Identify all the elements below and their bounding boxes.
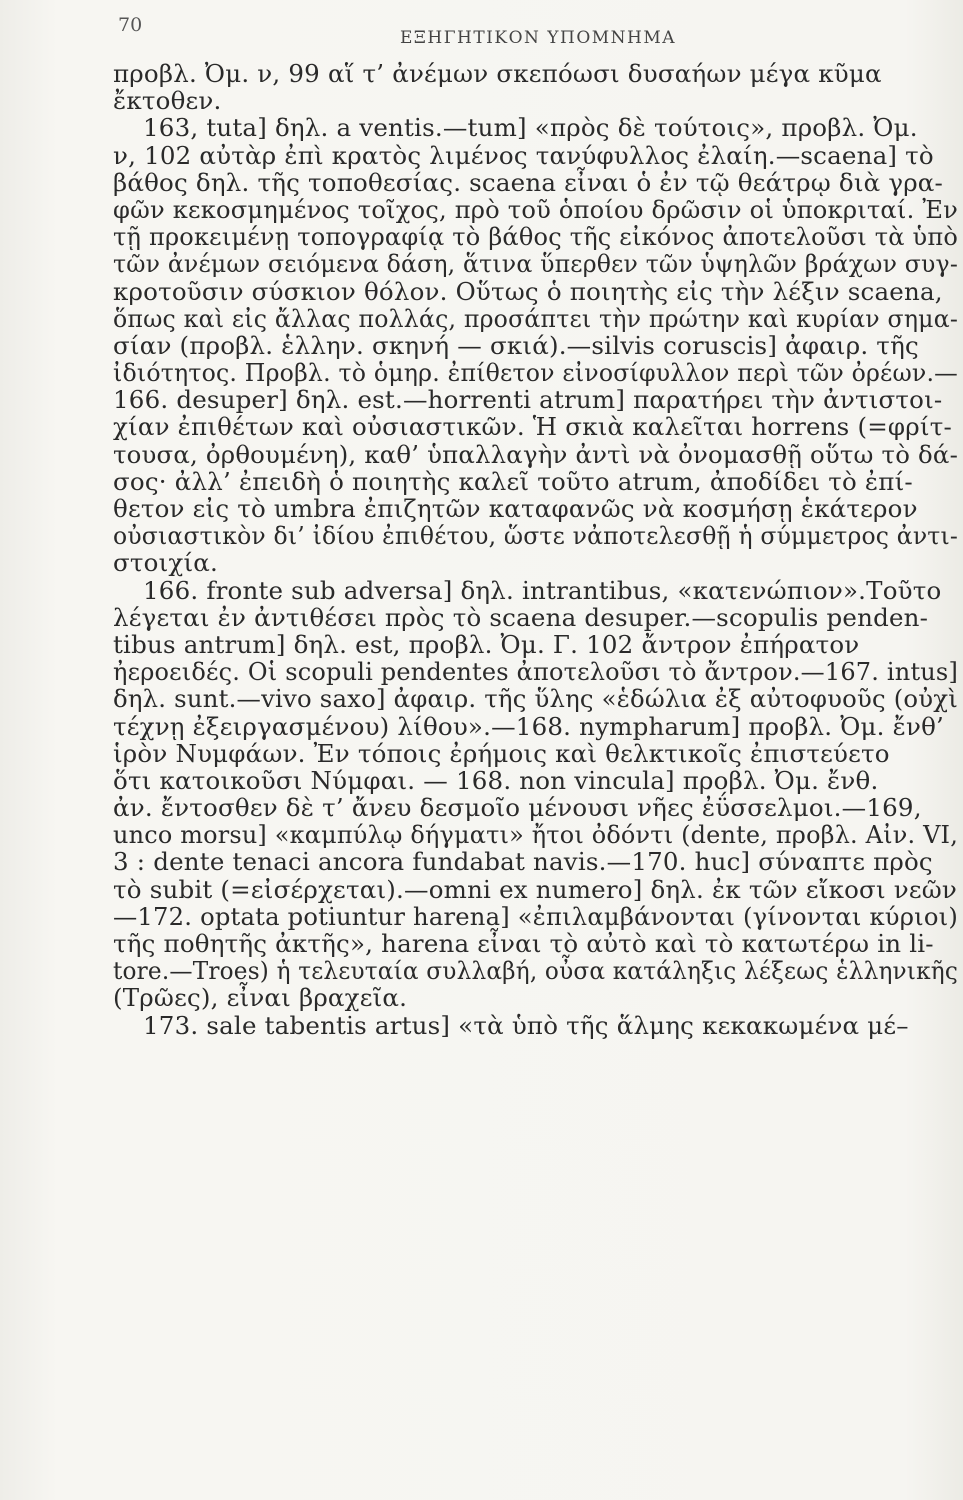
text-line: —172. optata potiuntur harena] «ἐπιλαμβάνονται (γίνονται κύριοι) xyxy=(113,901,958,931)
text-line: 166. fronte sub adversa] δηλ. intrantibus, «κατενώπιον».Τοῦτο xyxy=(143,575,942,605)
text-line: ἰδιότητος. Προβλ. τὸ ὁμηρ. ἐπίθετον εἰνοσίφυλλον περὶ τῶν ὀρέων.— xyxy=(113,358,958,388)
text-line: προβλ. Ὀμ. ν, 99 αἵ τ’ ἀνέμων σκεπόωσι δυσαήων μέγα κῦμα xyxy=(113,59,882,88)
text-line: κροτοῦσιν σύσκιον θόλον. Οὕτως ὁ ποιητὴς εἰς τὴν λέξιν scaena, xyxy=(113,276,943,306)
text-line: 166. desuper] δηλ. est.—horrenti atrum] παρατήρει τὴν ἀντιστοι- xyxy=(113,385,943,415)
text-line: σος· ἀλλ’ ἐπειδὴ ὁ ποιητὴς καλεῖ τοῦτο atrum, ἀποδίδει τὸ ἐπί- xyxy=(113,466,913,496)
text-line: ἱρὸν Νυμφάων. Ἐν τόποις ἐρήμοις καὶ θελκτικοῖς ἐπιστεύετο xyxy=(113,738,890,768)
text-line: οὐσιαστικὸν δι’ ἰδίου ἐπιθέτου, ὥστε νἀποτελεσθῇ ἡ σύμμετρος ἀντι- xyxy=(113,521,958,551)
text-line: tore.—Troes) ἡ τελευταία συλλαβή, οὖσα κατάληξις λέξεως ἑλληνικῆς xyxy=(113,956,958,986)
text-line: ὅτι κατοικοῦσι Νύμφαι. — 168. non vincula] προβλ. Ὀμ. ἔνθ. xyxy=(113,765,879,795)
commentary-text xyxy=(113,60,958,1039)
running-head: ΕΞΗΓΗΤΙΚΟΝ ΥΠΟΜΝΗΜΑ xyxy=(400,28,677,48)
text-line: τὸ subit (=εἰσέρχεται).—omni ex numero] δηλ. ἐκ τῶν εἴκοσι νεῶν xyxy=(113,874,958,904)
text-line: σίαν (προβλ. ἑλλην. σκηνή — σκιά).—silvis coruscis] ἀφαιρ. τῆς xyxy=(113,330,919,360)
text-line: ἠεροειδές. Οἱ scopuli pendentes ἀποτελοῦσι τὸ ἄντρον.—167. intus] xyxy=(113,657,958,687)
text-line: τέχνῃ ἐξειργασμένου) λίθου».—168. nympharum] προβλ. Ὀμ. ἔνθ’ xyxy=(113,711,945,741)
text-line: χίαν ἐπιθέτων καὶ οὐσιαστικῶν. Ἡ σκιὰ καλεῖται horrens (=φρίτ- xyxy=(113,412,952,442)
text-line: unco morsu] «καμπύλῳ δήγματι» ἤτοι ὀδόντι (dente, προβλ. Αἰν. VI, xyxy=(113,820,958,850)
text-line: τῆς ποθητῆς ἀκτῆς», harena εἶναι τὸ αὐτὸ καὶ τὸ κατωτέρω in li- xyxy=(113,929,934,958)
text-line: 163, tuta] δηλ. a ventis.—tum] «πρὸς δὲ τούτοις», προβλ. Ὀμ. xyxy=(143,113,918,143)
text-line: 173. sale tabentis artus] «τὰ ὑπὸ τῆς ἅλμης κεκακωμένα μέ– xyxy=(143,1010,909,1040)
text-line: ν, 102 αὐτὰρ ἐπὶ κρατὸς λιμένος τανύφυλλος ἐλαίη.—scaena] τὸ xyxy=(113,140,934,170)
text-line: ἔκτοθεν. xyxy=(113,86,222,116)
text-line: τῇ προκειμένῃ τοπογραφίᾳ τὸ βάθος τῆς εἰκόνος ἀποτελοῦσι τὰ ὑπὸ xyxy=(113,222,958,252)
text-line: ὅπως καὶ εἰς ἄλλας πολλάς, προσάπτει τὴν πρώτην καὶ κυρίαν σημα- xyxy=(113,303,958,333)
text-line: φῶν κεκοσμημένος τοῖχος, πρὸ τοῦ ὁποίου δρῶσιν οἱ ὑποκριταί. Ἐν xyxy=(113,194,958,224)
text-line: τουσα, ὀρθουμένη), καθ’ ὑπαλλαγὴν ἀντὶ νὰ ὀνομασθῇ οὕτω τὸ δά- xyxy=(113,439,958,469)
text-line: (Τρῶες), εἶναι βραχεῖα. xyxy=(113,983,408,1013)
text-line: ἀν. ἔντοσθεν δὲ τ’ ἄνευ δεσμοῖο μένουσι νῆες ἐΰσσελμοι.—169, xyxy=(113,793,922,823)
text-line: βάθος δηλ. τῆς τοποθεσίας. scaena εἶναι ὁ ἐν τῷ θεάτρῳ διὰ γρα- xyxy=(113,167,944,197)
text-line: δηλ. sunt.—vivo saxo] ἀφαιρ. τῆς ὕλης «ἑδώλια ἐξ αὐτοφυοῦς (οὐχὶ xyxy=(113,684,958,714)
text-line: θετον εἰς τὸ umbra ἐπιζητῶν καταφανῶς νὰ κοσμήσῃ ἑκάτερον xyxy=(113,494,918,523)
text-line: στοιχία. xyxy=(113,548,219,578)
text-line: λέγεται ἐν ἀντιθέσει πρὸς τὸ scaena desuper.—scopulis penden- xyxy=(113,602,929,632)
text-line: 3 : dente tenaci ancora fundabat navis.—170. huc] σύναπτε πρὸς xyxy=(113,847,933,877)
text-line: τῶν ἀνέμων σειόμενα δάση, ἅτινα ὕπερθεν τῶν ὑψηλῶν βράχων συγ- xyxy=(113,249,958,279)
page-number: 70 xyxy=(118,14,143,36)
text-line: tibus antrum] δηλ. est, προβλ. Ὀμ. Γ. 102 ἄντρον ἐπήρατον xyxy=(113,629,860,659)
